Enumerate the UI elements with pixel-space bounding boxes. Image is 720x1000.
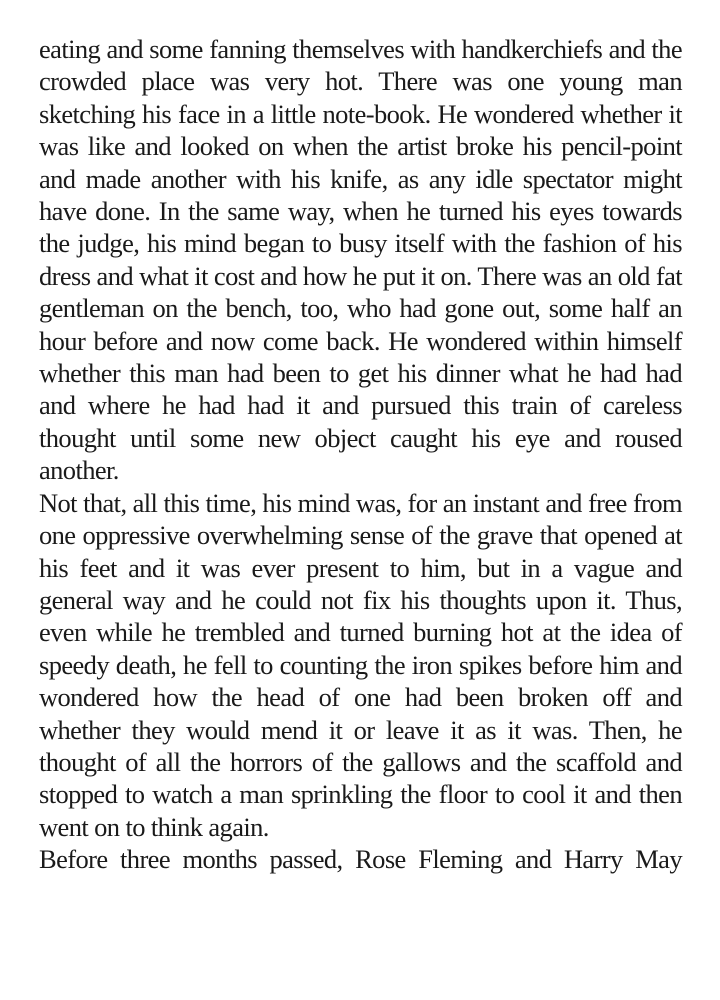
paragraph-1: eating and some fanning themselves with handkerchiefs and the crowded place was very hot. There was one young man sketching his face in a little note-book. He wondered whether it was like and looked on when the artist broke his pencil-point and made another with his knife, as any idle spectator might have done. In the same way, when he turned his eyes towards the judge, his mind began to busy itself with the fashion of his dress and what it cost and how he put it on. There was an old fat gentleman on the bench, too, who had gone out, some half an hour before and now come back. He wondered within himself whether this man had been to get his dinner what he had had and where he had had it and pursued this train of careless thought until some new object caught his eye and roused another. bbox=[39, 34, 682, 486]
paragraph-2: Not that, all this time, his mind was, for an instant and free from one oppressive overwhelming sense of the grave that opened at his feet and it was ever present to him, but in a vague and general way and he could not fix his thoughts upon it. Thus, even while he trembled and turned burning hot at the idea of speedy death, he fell to counting the iron spikes before him and wondered how the head of one had been broken off and whether they would mend it or leave it as it was. Then, he thought of all the horrors of the gallows and the scaffold and stopped to watch a man sprinkling the floor to cool it and then went on to think again. bbox=[39, 487, 682, 842]
page-text bbox=[39, 33, 682, 876]
paragraph-3: Before three months passed, Rose Fleming and Harry May bbox=[39, 844, 682, 875]
